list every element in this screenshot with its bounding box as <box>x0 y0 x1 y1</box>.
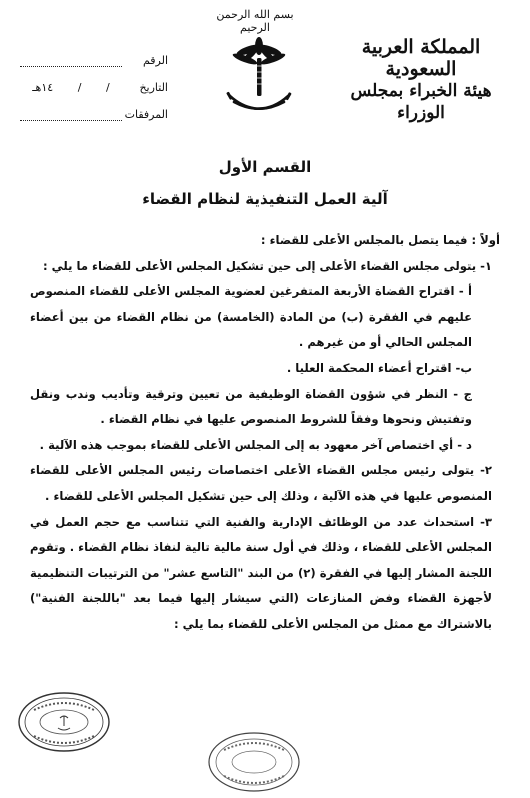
item-1c: ج - النظر في شؤون القضاة الوظيفية من تعيين وترقية وتأديب وندب ونقل وتفتيش ونحوها وفقاً للشروط المنصوص عليها في نظام القضاء . <box>30 386 472 427</box>
ref-number-label: الرقم <box>142 54 168 67</box>
date-label: التاريخ <box>139 81 168 94</box>
item-1b: ب- اقتراح أعضاء المحكمة العليا . <box>286 360 472 375</box>
date-row <box>18 67 168 94</box>
item-1d: د - أي اختصاص آخر معهود به إلى المجلس الأعلى للقضاء بموجب هذه الآلية . <box>39 437 472 452</box>
date-separator: / <box>106 81 110 94</box>
saudi-emblem-icon <box>224 26 294 124</box>
letterhead-authority <box>326 36 516 124</box>
subject-title: آلية العمل التنفيذية لنظام القضاء <box>142 190 388 208</box>
ref-number-field <box>20 54 122 67</box>
item-2: ٢- يتولى رئيس مجلس القضاء الأعلى اختصاصات رئيس المجلس الأعلى للقضاء المنصوص عليها في هذه الآلية ، وذلك إلى حين تشكيل المجلس الأعلى للقضاء . <box>30 463 492 503</box>
section-title: القسم الأول <box>218 158 312 176</box>
ref-number-row <box>18 40 168 67</box>
date-separator: / <box>77 81 82 94</box>
official-seal-stamp-bottom <box>206 730 302 794</box>
attachments-field <box>20 108 122 121</box>
intro-paragraph: أولاً : فيما يتصل بالمجلس الأعلى للقضاء : <box>260 233 500 247</box>
authority-name: هيئة الخبراء بمجلس الوزراء <box>350 81 492 123</box>
letter-meta <box>18 40 168 121</box>
item-1a: أ - اقتراح القضاة الأربعة المتفرغين لعضوية المجلس الأعلى للقضاء المنصوص عليهم في الفقرة (ب) من المادة (الخامسة) من نظام القضاء من بين أعضاء المجلس الحالي أو من غيرهم . <box>30 284 472 350</box>
basmala: بسم الله الرحمن الرحيم <box>216 8 294 34</box>
item-3: ٣- استحداث عدد من الوظائف الإدارية والفنية التي تتناسب مع حجم العمل في المجلس الأعلى للقضاء ، وذلك في أول سنة مالية تالية لنفاذ نظام القضاء . وتقوم اللجنة المشار إليها في الفقرة (٢) من البند "التاسع عشر" من الترتيبات التنظيمية لأجهزة القضاء وفض المنازعات (التي سيشار إليها فيما بعد "باللجنة الفنية") بالاشتراك مع ممثل من المجلس الأعلى للقضاء بما يلي : <box>30 514 492 631</box>
kingdom-name: المملكة العربية السعودية <box>361 36 481 80</box>
item-1: ١- يتولى مجلس القضاء الأعلى إلى حين تشكيل المجلس الأعلى للقضاء ما يلي : <box>42 258 492 273</box>
document-body <box>30 228 500 638</box>
attachments-label: المرفقات <box>124 108 168 121</box>
date-suffix: ١٤هـ <box>32 81 54 94</box>
official-seal-stamp <box>16 690 112 754</box>
date-field <box>18 81 122 94</box>
attachments-row <box>18 94 168 121</box>
